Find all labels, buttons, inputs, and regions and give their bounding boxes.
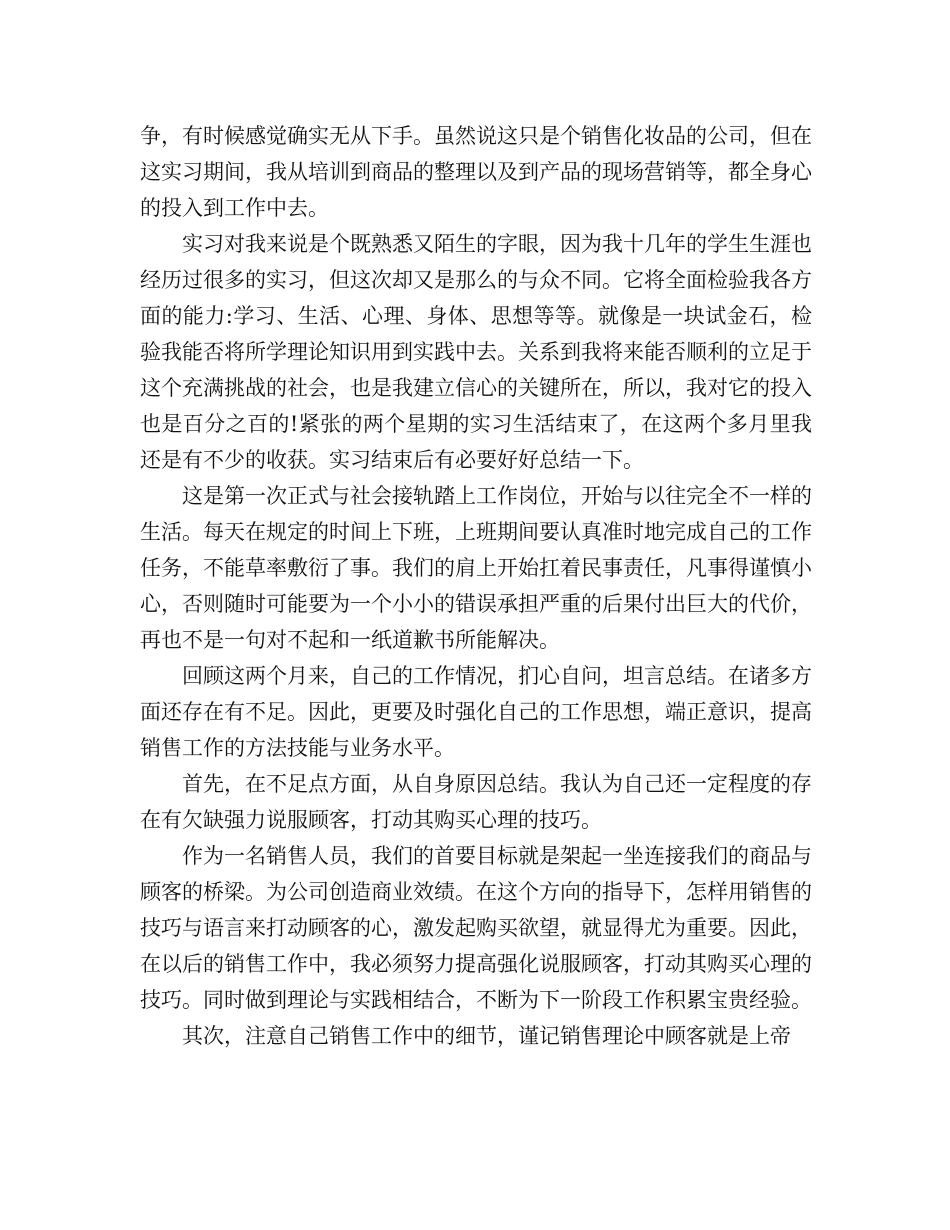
paragraph-review: 回顾这两个月来，自己的工作情况，扪心自问，坦言总结。在诸多方面还存在有不足。因此，更要及时强化自己的工作思想，端正意识，提高销售工作的方法技能与业务水平。	[140, 664, 812, 760]
paragraph-internship-meaning: 实习对我来说是个既熟悉又陌生的字眼，因为我十几年的学生生涯也经历过很多的实习，但这次却又是那么的与众不同。它将全面检验我各方面的能力:学习、生活、心理、身体、思想等等。就像是一块试金石，检验我能否将所学理论知识用到实践中去。关系到我将来能否顺利的立足于这个充满挑战的社会，也是我建立信心的关键所在，所以，我对它的投入也是百分之百的!紧张的两个星期的实习生活结束了，在这两个多月里我还是有不少的收获。实习结束后有必要好好总结一下。	[140, 232, 812, 472]
paragraph-sales-goal: 作为一名销售人员，我们的首要目标就是架起一坐连接我们的商品与顾客的桥梁。为公司创造商业效绩。在这个方向的指导下，怎样用销售的技巧与语言来打动顾客的心，激发起购买欲望，就显得尤为重要。因此，在以后的销售工作中，我必须努力提高强化说服顾客，打动其购买心理的技巧。同时做到理论与实践相结合，不断为下一阶段工作积累宝贵经验。	[140, 844, 812, 1012]
paragraph-details: 其次，注意自己销售工作中的细节，谨记销售理论中顾客就是上帝	[182, 1024, 791, 1048]
paragraph-continuation: 争，有时候感觉确实无从下手。虽然说这只是个销售化妆品的公司，但在这实习期间，我从培训到商品的整理以及到产品的现场营销等，都全身心的投入到工作中去。	[140, 124, 812, 220]
paragraph-first-job: 这是第一次正式与社会接轨踏上工作岗位，开始与以往完全不一样的生活。每天在规定的时间上下班，上班期间要认真准时地完成自己的工作任务，不能草率敷衍了事。我们的肩上开始扛着民事责任，凡事得谨慎小心，否则随时可能要为一个小小的错误承担严重的后果付出巨大的代价，再也不是一句对不起和一纸道歉书所能解决。	[140, 484, 812, 652]
document-body	[140, 118, 812, 1054]
paragraph-shortcomings: 首先，在不足点方面，从自身原因总结。我认为自己还一定程度的存在有欠缺强力说服顾客，打动其购买心理的技巧。	[140, 772, 812, 832]
